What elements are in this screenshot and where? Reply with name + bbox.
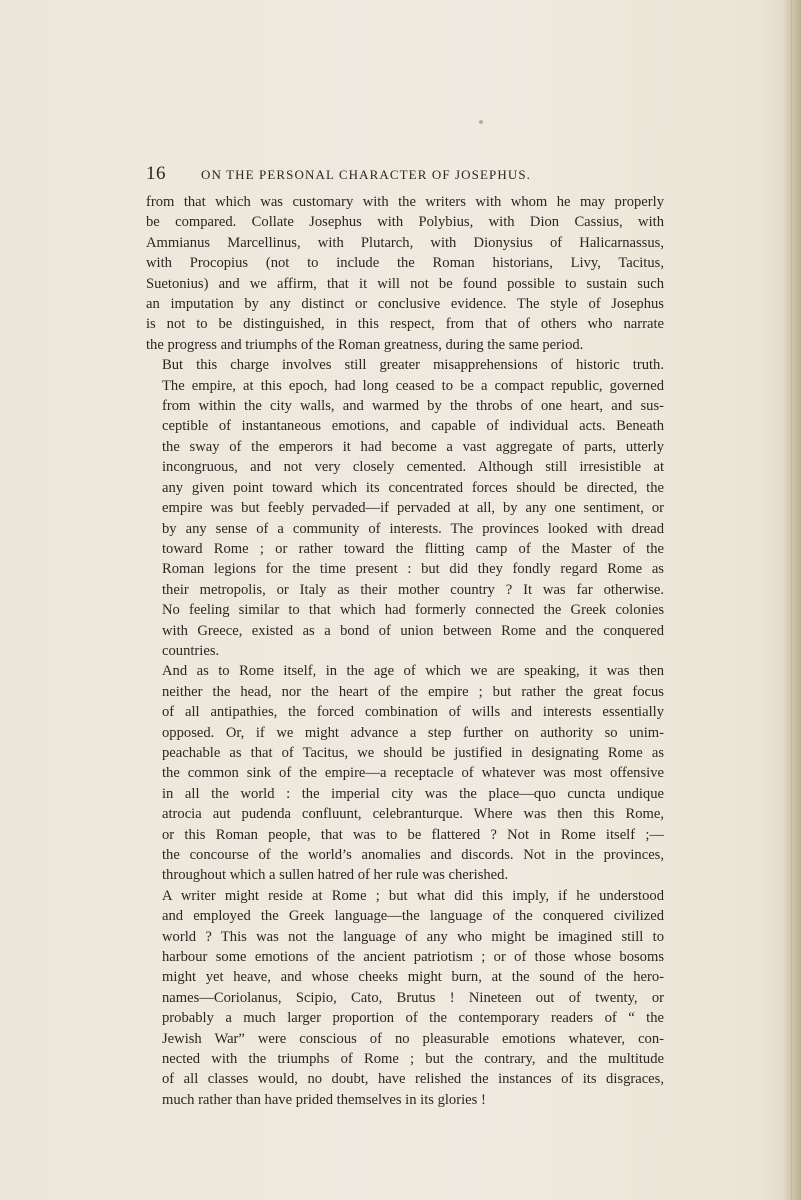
text-line: of all classes would, no doubt, have relished the instances of its disgraces, [162, 1071, 664, 1088]
text-line: And as to Rome itself, in the age of which we are speaking, it was then [162, 663, 664, 680]
text-line: But this charge involves still greater misapprehensions of historic truth. [162, 357, 664, 374]
text-line: incongruous, and not very closely cemented. Although still irresistible at [162, 459, 664, 476]
text-line: A writer might reside at Rome ; but what did this imply, if he understood [162, 887, 664, 904]
text-line: of all antipathies, the forced combination of wills and interests essentially [162, 704, 664, 721]
running-head: ON THE PERSONAL CHARACTER OF JOSEPHUS. [201, 167, 532, 182]
text-line: nected with the triumphs of Rome ; but the contrary, and the multitude [162, 1051, 664, 1068]
text-line: ceptible of instantaneous emotions, and capable of individual acts. Beneath [162, 418, 664, 435]
text-line: any given point toward which its concentrated forces should be directed, the [162, 479, 664, 496]
ink-speck [479, 120, 483, 124]
text-line: world ? This was not the language of any who might be imagined still to [162, 928, 664, 945]
text-line: is not to be distinguished, in this respect, from that of others who narrate [146, 316, 664, 333]
text-line: empire was but feebly pervaded—if pervaded at all, by any one sentiment, or [162, 500, 664, 517]
text-line: and employed the Greek language—the language of the conquered civilized [162, 908, 664, 925]
text-line: with Procopius (not to include the Roman historians, Livy, Tacitus, [146, 255, 664, 272]
text-line: in all the world : the imperial city was the place—quo cuncta undique [162, 785, 664, 802]
text-line: throughout which a sullen hatred of her rule was cherished. [162, 867, 509, 884]
text-line: Ammianus Marcellinus, with Plutarch, with Dionysius of Halicarnassus, [146, 234, 664, 251]
text-line: No feeling similar to that which had formerly connected the Greek colonies [162, 602, 664, 619]
text-line: The empire, at this epoch, had long ceased to be a compact republic, governed [162, 377, 664, 394]
text-line: countries. [162, 642, 220, 659]
text-line: harbour some emotions of the ancient patriotism ; or of those whose bosoms [162, 949, 664, 966]
text-line: by any sense of a community of interests. The provinces looked with dread [162, 520, 664, 537]
text-line: atrocia aut pudenda confluunt, celebranturque. Where was then this Rome, [162, 806, 664, 823]
text-line: their metropolis, or Italy as their mother country ? It was far otherwise. [162, 581, 664, 598]
body-text [146, 192, 664, 1110]
text-line: the concourse of the world’s anomalies and discords. Not in the provinces, [162, 847, 664, 863]
text-line: from within the city walls, and warmed by the throbs of one heart, and sus- [162, 398, 664, 415]
paragraph [146, 192, 664, 355]
paragraph [146, 661, 664, 885]
text-line: with Greece, existed as a bond of union between Rome and the conquered [162, 622, 664, 639]
text-line: Roman legions for the time present : but did they fondly regard Rome as [162, 561, 664, 578]
text-line: probably a much larger proportion of the contemporary readers of “ the [162, 1010, 664, 1027]
text-line: Suetonius) and we affirm, that it will not be found possible to sustain such [146, 275, 664, 292]
text-line: opposed. Or, if we might advance a step further on authority so unim- [162, 724, 664, 741]
text-line: Jewish War” were conscious of no pleasurable emotions whatever, con- [162, 1030, 664, 1047]
text-line: be compared. Collate Josephus with Polybius, with Dion Cassius, with [146, 214, 664, 231]
text-line: the sway of the emperors it had become a vast aggregate of parts, utterly [162, 438, 664, 455]
text-line: or this Roman people, that was to be flattered ? Not in Rome itself ;— [162, 826, 664, 843]
text-line: from that which was customary with the writers with whom he may properly [146, 194, 664, 210]
text-line: might yet heave, and whose cheeks might burn, at the sound of the hero- [162, 969, 664, 986]
text-line: names—Coriolanus, Scipio, Cato, Brutus ! Nineteen out of twenty, or [162, 989, 664, 1006]
text-line: neither the head, nor the heart of the empire ; but rather the great focus [162, 683, 664, 700]
text-line: the progress and triumphs of the Roman greatness, during the same period. [146, 336, 584, 353]
page-header [146, 163, 664, 189]
text-line: peachable as that of Tacitus, we should be justified in designating Rome as [162, 744, 664, 761]
text-line: an imputation by any distinct or conclusive evidence. The style of Josephus [146, 296, 664, 313]
page-edge-line [791, 0, 792, 1200]
page-edge-shadow [783, 0, 801, 1200]
text-line: much rather than have prided themselves in its glories ! [162, 1091, 486, 1108]
text-line: the common sink of the empire—a receptacle of whatever was most offensive [162, 765, 664, 782]
page-number: 16 [146, 163, 166, 184]
text-line: toward Rome ; or rather toward the flitting camp of the Master of the [162, 540, 664, 557]
paragraph [146, 355, 664, 661]
paragraph [146, 886, 664, 1110]
